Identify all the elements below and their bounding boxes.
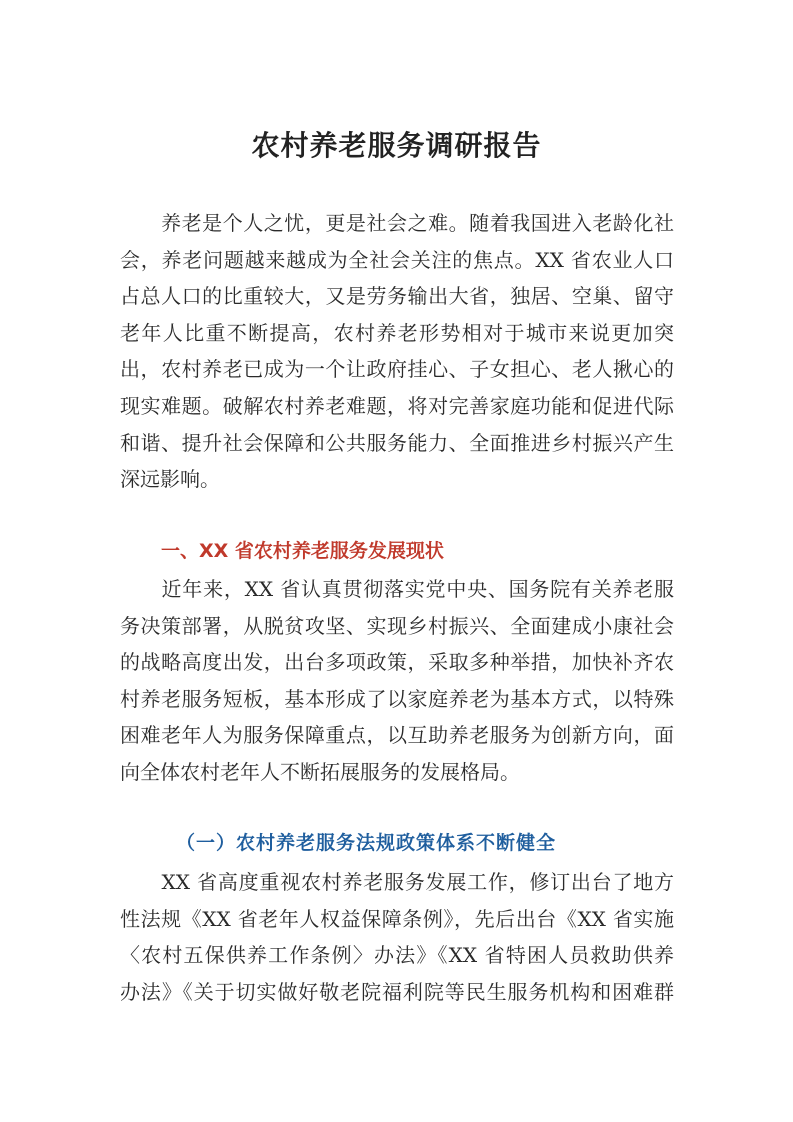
paragraph-line: 和谐、提升社会保障和公共服务能力、全面推进乡村振兴产生 <box>120 430 674 455</box>
paragraph-line: XX 省高度重视农村养老服务发展工作，修订出台了地方 <box>120 870 674 894</box>
section-heading-1: 一、XX 省农村养老服务发展现状 <box>161 540 444 562</box>
paragraph-line: 向全体农村老年人不断拓展服务的发展格局。 <box>120 759 520 784</box>
paragraph-status <box>120 571 674 791</box>
paragraph-line: 占总人口的比重较大，又是劳务输出大省，独居、空巢、留守 <box>120 284 674 309</box>
paragraph-line: 老年人比重不断提高，农村养老形势相对于城市来说更加突 <box>120 320 674 345</box>
document-title: 农村养老服务调研报告 <box>251 129 542 162</box>
paragraph-line: 办法》《关于切实做好敬老院福利院等民生服务机构和困难群 <box>120 979 674 1004</box>
paragraph-intro <box>120 205 674 498</box>
paragraph-policy <box>120 864 674 1010</box>
paragraph-line: 的战略高度出发，出台多项政策，采取多种举措，加快补齐农 <box>120 650 674 675</box>
paragraph-line: 出，农村养老已成为一个让政府挂心、子女担心、老人揪心的 <box>120 357 674 382</box>
paragraph-line: 现实难题。破解农村养老难题，将对完善家庭功能和促进代际 <box>120 393 674 418</box>
paragraph-line: 困难老年人为服务保障重点，以互助养老服务为创新方向，面 <box>120 723 674 748</box>
paragraph-line: 性法规《XX 省老年人权益保障条例》，先后出台《XX 省实施 <box>120 906 674 931</box>
paragraph-line: 务决策部署，从脱贫攻坚、实现乡村振兴、全面建成小康社会 <box>120 613 674 638</box>
paragraph-line: 养老是个人之忧，更是社会之难。随着我国进入老龄化社 <box>120 211 674 235</box>
paragraph-line: 深远影响。 <box>120 467 220 492</box>
subsection-heading-1: （一）农村养老服务法规政策体系不断健全 <box>176 832 557 854</box>
paragraph-line: 会，养老问题越来越成为全社会关注的焦点。XX 省农业人口 <box>120 247 674 272</box>
paragraph-line: 村养老服务短板，基本形成了以家庭养老为基本方式，以特殊 <box>120 686 674 711</box>
paragraph-line: 近年来，XX 省认真贯彻落实党中央、国务院有关养老服 <box>120 577 674 601</box>
paragraph-line: 〈农村五保供养工作条例〉办法》《XX 省特困人员救助供养 <box>120 943 674 968</box>
